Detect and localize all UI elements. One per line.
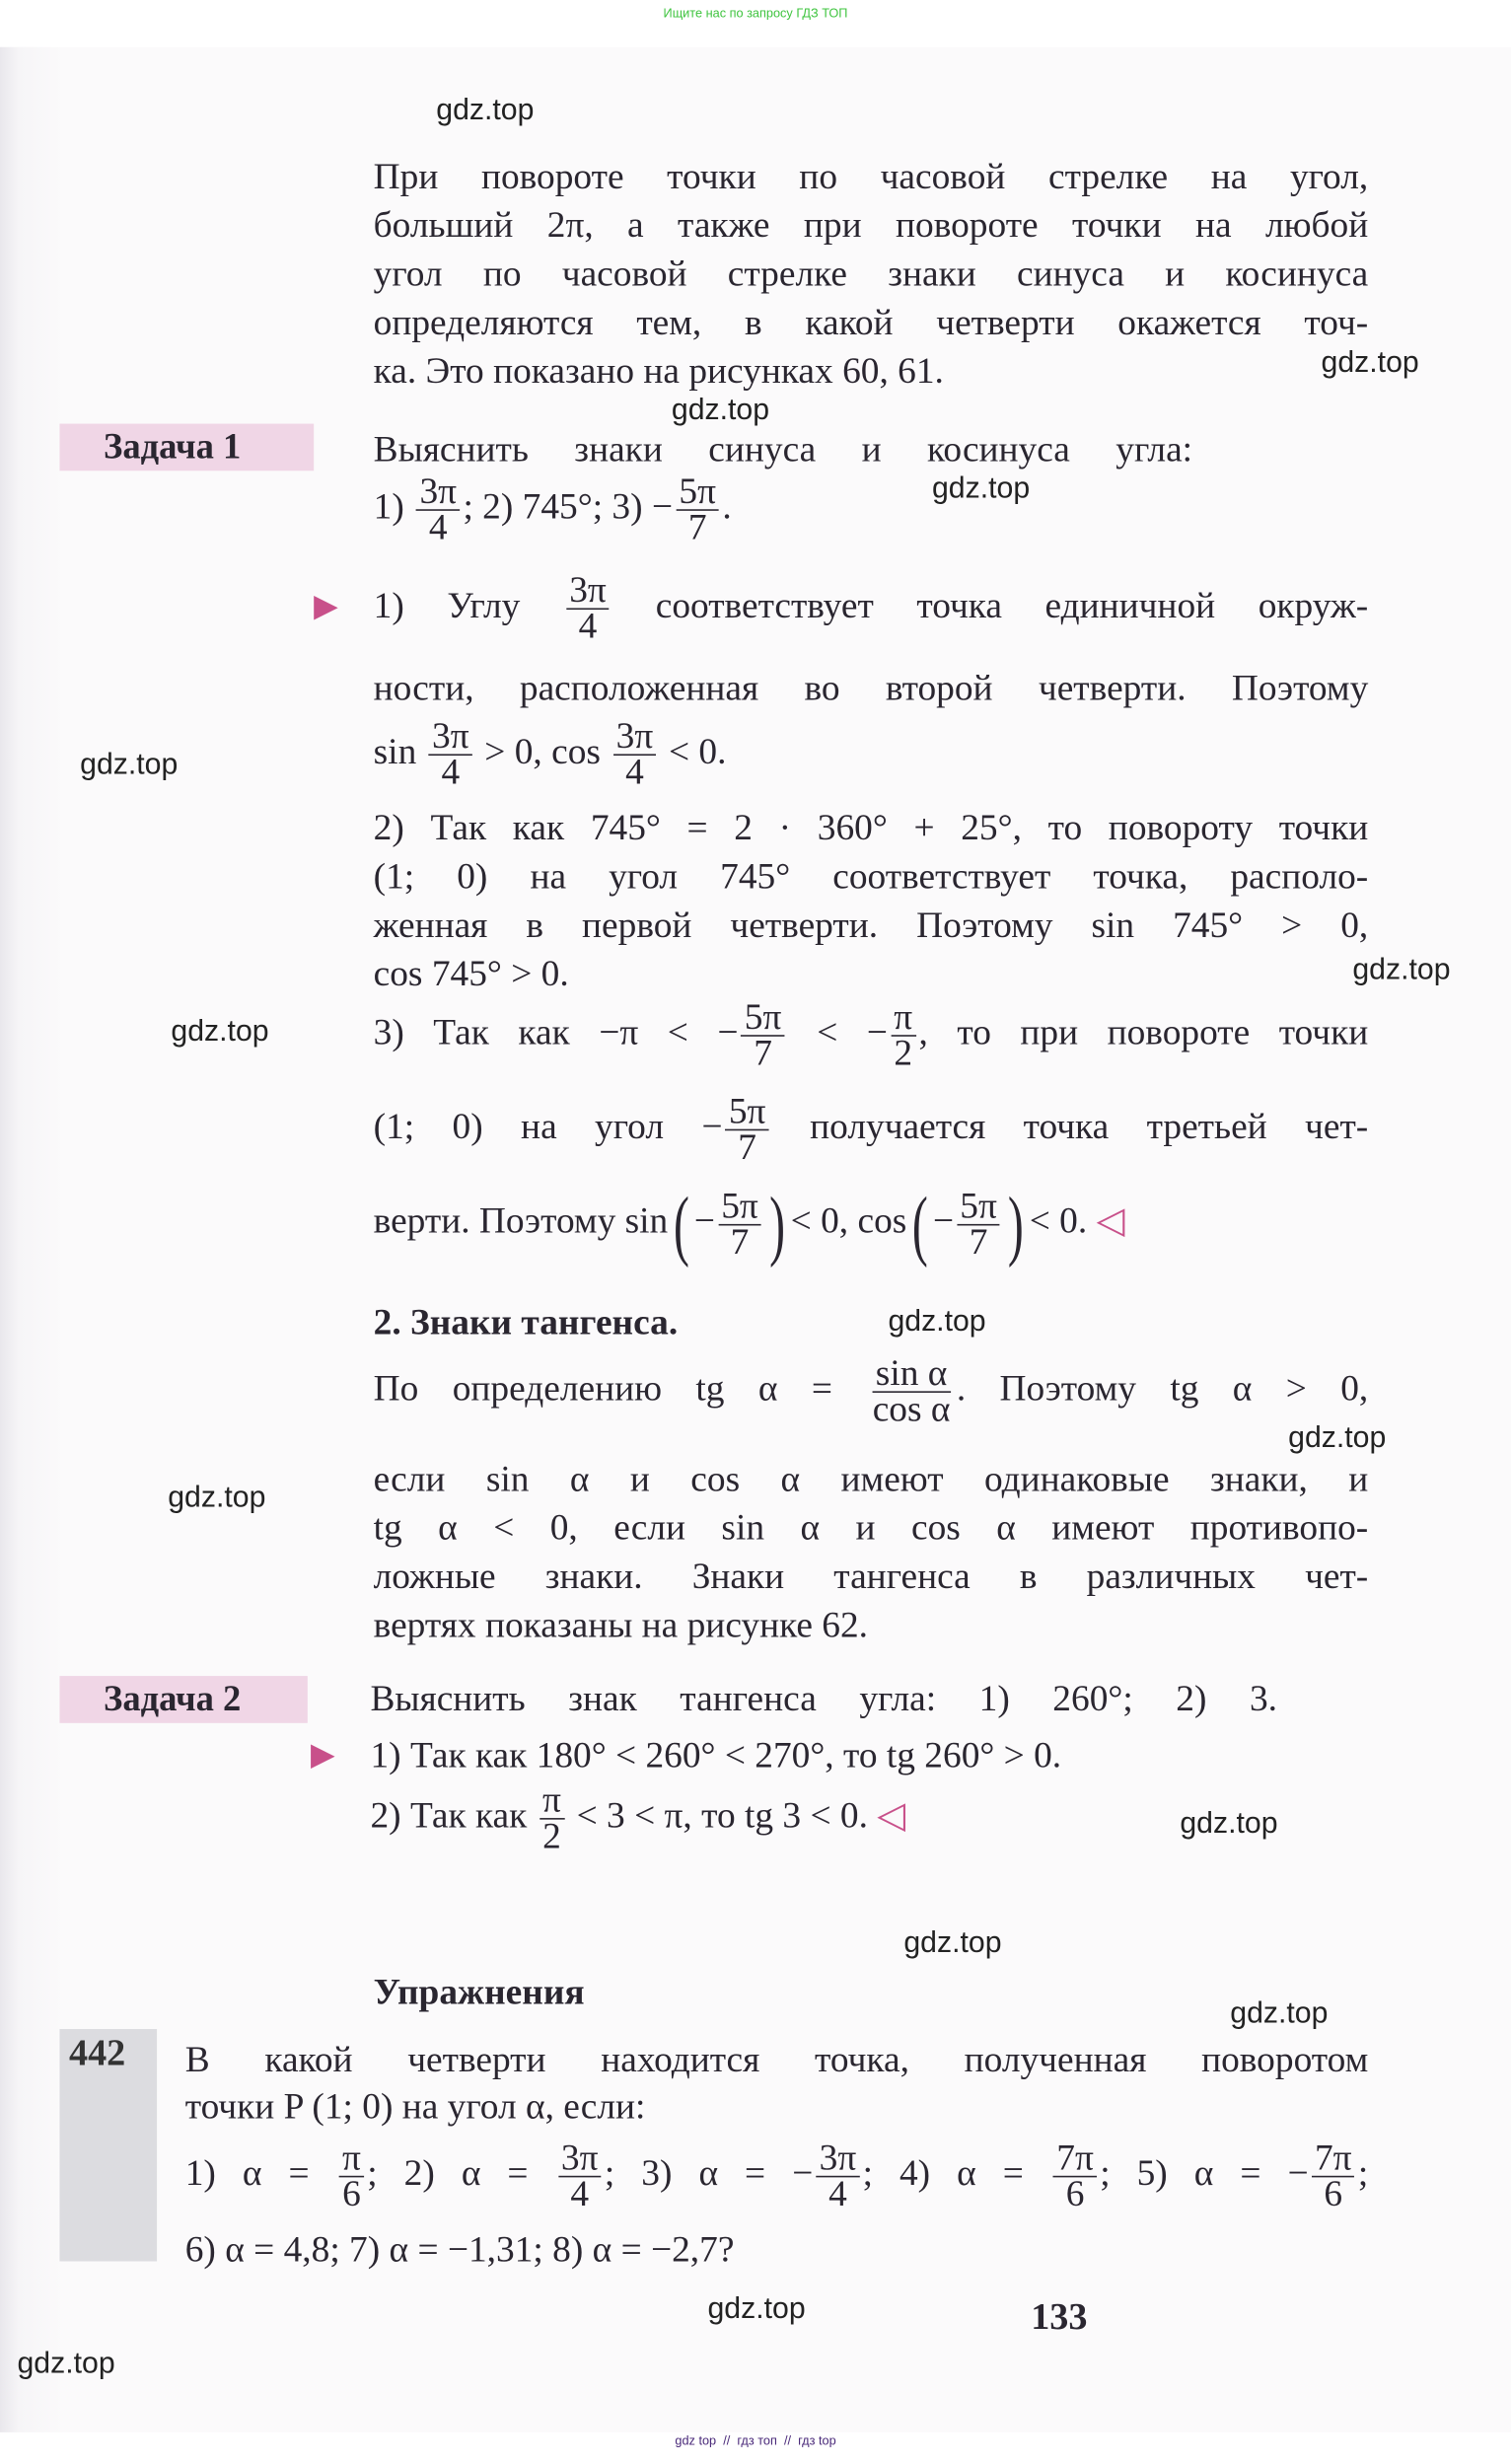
fraction [612,716,656,794]
text-line [374,666,1369,713]
footer-watermark: gdz top // гдз топ // гдз top [675,2433,836,2448]
text-run: ности, расположенная во второй четверти. Поэтому [373,668,1369,710]
fraction [1312,2138,1355,2215]
text-run: угол по часовой стрелке знаки синуса и косинуса [373,254,1369,296]
text-line [373,1180,1378,1268]
text-line [374,903,1369,950]
text-run: 6) α = 4,8; 7) α = −1,31; 8) α = −2,7? [184,2229,735,2272]
denominator: 7 [687,507,707,549]
fraction [718,1185,761,1263]
gdz-watermark: gdz.top [1180,1807,1278,1842]
gdz-watermark: gdz.top [707,2292,806,2326]
fraction [816,2138,859,2215]
text-line [374,1970,844,2017]
numerator: 3π [558,2141,602,2178]
fraction [1053,2138,1097,2215]
text-line [373,570,1369,648]
denominator: 6 [342,2174,361,2215]
text-run: ; 2) 745°; 3) − [463,486,674,529]
denominator: 4 [625,752,644,794]
text-run: sin [373,731,426,773]
text-run: ; 5) α = − [1100,2153,1309,2195]
numerator: 5π [957,1189,1000,1225]
denominator: 7 [754,1033,772,1074]
text-run: соответствует точка единичной окруж- [612,586,1369,627]
text-run: ; [1357,2153,1369,2195]
text-run: ложные знаки. Знаки тангенса в различных чет- [373,1557,1369,1598]
text-run: вертях показаны на рисунке 62. [373,1605,869,1646]
text-line [185,2226,970,2274]
text-line [370,1676,1277,1723]
denominator: 4 [570,2174,590,2215]
text-line [374,1456,1369,1503]
text-line [373,716,1001,794]
text-run: Упражнения [373,1972,585,2014]
page-number: 133 [1031,2297,1088,2339]
text-line [370,1779,1154,1857]
gdz-watermark: gdz.top [17,2347,115,2381]
text-run: 2) Так как [370,1795,537,1837]
text-line [373,471,1001,549]
text-line [185,2037,1369,2084]
text-run: женная в первой четверти. Поэтому sin 745° > 0, [373,905,1369,947]
text-run: 1) α = [184,2153,336,2195]
text-run: В какой четверти находится точка, полученная поворотом [184,2040,1369,2081]
gdz-watermark: gdz.top [436,94,535,127]
denominator: 6 [1324,2174,1343,2215]
denominator: 4 [441,752,461,794]
fraction [429,716,472,794]
text-run: По определению tg α = [373,1368,867,1411]
text-run: верти. Поэтому sin [373,1200,669,1243]
denominator: cos α [872,1389,951,1431]
text-line [374,853,1369,901]
solution-marker-icon: ▶ [314,589,338,624]
text-line [184,2138,1369,2215]
numerator: 3π [816,2141,859,2178]
text-run: если sin α и cos α имеют одинаковые знаки, и [373,1459,1369,1500]
denominator: 2 [542,1816,561,1857]
text-run: ; 4) α = [862,2153,1050,2195]
text-run: получается точка третьей чет- [771,1107,1369,1148]
numerator: 3π [612,719,656,756]
text-run: (1; 0) на угол 745° соответствует точка, располо- [373,856,1369,898]
text-run: точки P (1; 0) на угол α, если: [184,2086,646,2129]
task-2-label: Задача 2 [59,1676,307,1723]
text-line [374,1602,1158,1649]
denominator: 7 [969,1221,988,1263]
numerator: 7π [1312,2141,1355,2178]
text-line [373,1353,1369,1431]
denominator: 4 [828,2174,847,2215]
right-paren: ) [769,1180,786,1268]
solution-marker-icon: ▶ [310,1737,335,1773]
task-1-label: Задача 1 [59,424,314,471]
numerator: π [339,2141,364,2178]
numerator: 5π [726,1095,769,1131]
gdz-watermark: gdz.top [931,471,1031,506]
denominator: 4 [578,606,598,648]
numerator: π [891,1000,915,1037]
right-paren: ) [1008,1180,1025,1268]
gdz-watermark: gdz.top [671,394,770,427]
text-run: 2) Так как 745° = 2 · 360° + 25°, то повороту точки [373,808,1369,849]
text-line [374,805,1369,852]
text-run: Выяснить знаки синуса и косинуса угла: [373,429,1193,471]
text-run: < 3 < π, то tg 3 < 0. [567,1795,878,1837]
numerator: 5π [742,1000,785,1037]
denominator: 6 [1065,2174,1085,2215]
numerator: 3π [429,719,472,756]
left-paren: ( [911,1180,928,1268]
numerator: 3π [566,573,610,610]
text-run: Выяснить знак тангенса угла: 1) 260°; 2) 3. [370,1679,1277,1720]
text-line [374,348,1369,396]
text-line [373,1091,1369,1169]
fraction [558,2138,602,2215]
text-line [374,951,844,998]
fraction [540,1779,564,1857]
denominator: 7 [738,1127,756,1169]
text-run: . Поэтому tg α > 0, [956,1368,1369,1411]
end-of-solution-icon: ◁ [1096,1200,1125,1243]
fraction [726,1091,769,1169]
gdz-watermark: gdz.top [903,1926,1002,1961]
numerator: 5π [676,474,719,511]
text-line [370,1732,1312,1779]
fraction [676,471,719,549]
text-line [374,427,1192,474]
text-run: При повороте точки по часовой стрелке на угол, [373,157,1369,198]
numerator: 7π [1053,2141,1097,2178]
text-run: , то при повороте точки [918,1012,1369,1054]
text-run: 2. Знаки тангенса. [373,1302,679,1343]
end-of-solution-icon: ◁ [877,1795,906,1837]
denominator: 4 [428,507,448,549]
text-run: − [693,1200,715,1243]
text-line [185,2084,970,2132]
text-run: . [722,486,732,529]
text-line [374,202,1369,250]
text-run: > 0, cos [474,731,611,773]
numerator: 5π [718,1189,761,1225]
left-paren: ( [673,1180,689,1268]
gdz-watermark: gdz.top [168,1481,266,1515]
text-run: ка. Это показано на рисунках 60, 61. [373,351,944,393]
gdz-watermark: gdz.top [1288,1421,1387,1455]
text-line [374,300,1369,347]
text-run: − [932,1200,954,1243]
text-line [374,252,1369,299]
fraction [957,1185,1000,1263]
text-run: ; 3) α = − [604,2153,814,2195]
text-run: определяются тем, в какой четверти окажется точ- [373,303,1369,344]
text-line [374,1505,1369,1553]
fraction [566,570,610,648]
fraction [742,997,785,1074]
gdz-watermark: gdz.top [1352,954,1451,987]
exercise-number: 442 [68,2033,126,2075]
gdz-watermark: gdz.top [1230,1997,1329,2031]
gdz-watermark: gdz.top [888,1305,986,1340]
numerator: π [540,1783,564,1820]
text-run: < 0, cos [790,1200,907,1243]
text-run: < 0. [1029,1200,1097,1243]
fraction [891,997,915,1074]
text-line [374,154,1369,201]
gdz-watermark: gdz.top [1321,346,1419,380]
denominator: 2 [894,1033,913,1074]
text-run: 1) Так как 180° < 260° < 270°, то tg 260° > 0. [370,1735,1062,1776]
search-banner: Ищите нас по запросу ГДЗ ТОП [663,6,848,21]
fraction [339,2138,364,2215]
text-run: 3) Так как −π < − [373,1012,739,1054]
fraction [416,471,460,549]
text-run: (1; 0) на угол − [373,1107,723,1148]
text-run: < 0. [659,731,727,773]
text-run: ; 2) α = [367,2153,555,2195]
fraction [870,1353,954,1431]
text-run: 1) [373,486,414,529]
text-run: больший 2π, а также при повороте точки на любой [373,205,1369,247]
numerator: sin α [873,1356,951,1393]
text-line [374,1554,1369,1601]
text-run: cos 745° > 0. [373,954,569,995]
text-run: tg α < 0, если sin α и cos α имеют противопо- [373,1507,1369,1550]
gdz-watermark: gdz.top [80,748,179,782]
text-line [373,997,1369,1074]
denominator: 7 [730,1221,750,1263]
text-run: 1) Углу [373,586,563,627]
gdz-watermark: gdz.top [171,1015,269,1049]
numerator: 3π [416,474,460,511]
text-run: < − [787,1012,888,1054]
